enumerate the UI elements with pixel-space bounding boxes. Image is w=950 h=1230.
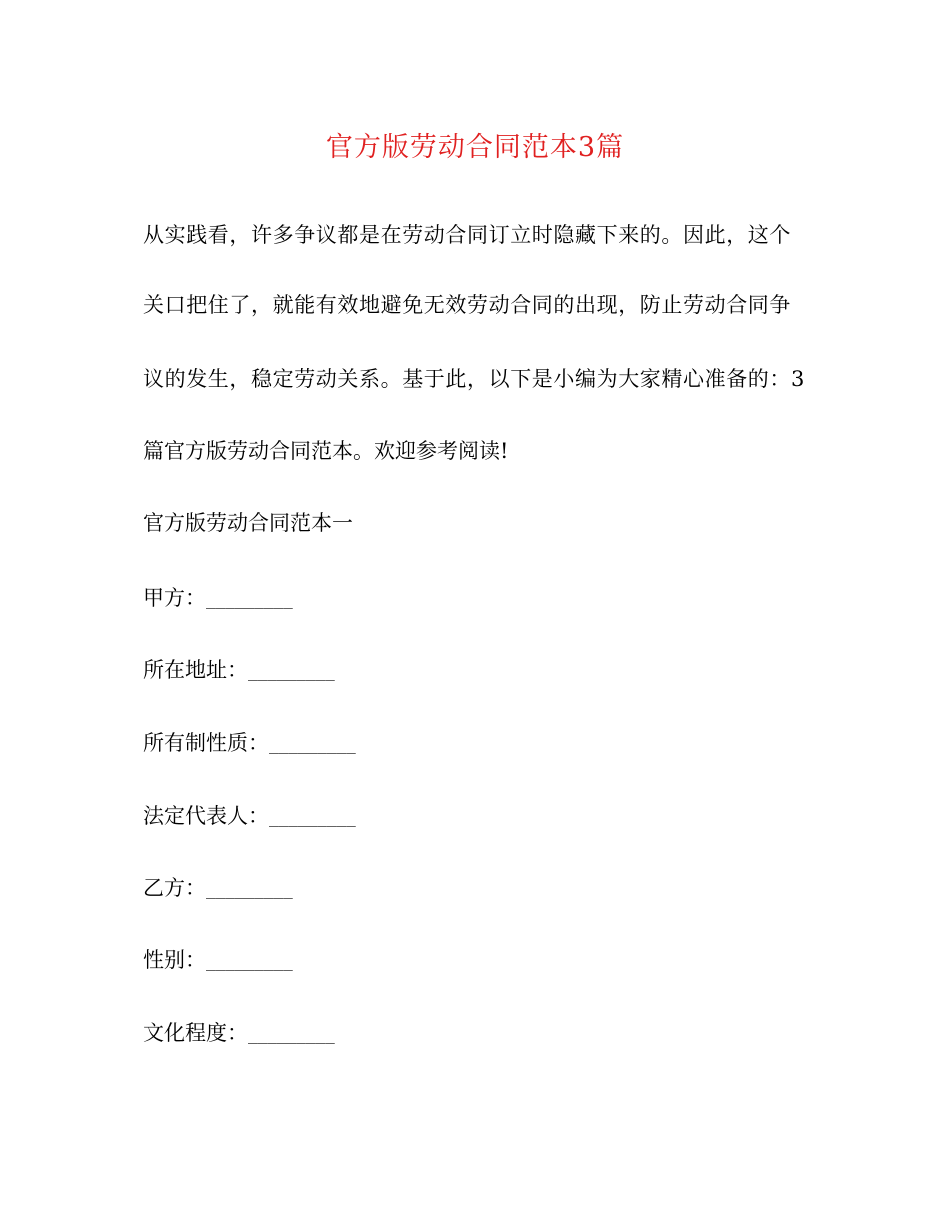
intro-line-1: 从实践看，许多争议都是在劳动合同订立时隐藏下来的。因此，这个 xyxy=(143,223,791,247)
field-blank: _________ xyxy=(248,662,335,681)
field-blank: _________ xyxy=(206,880,293,899)
field-label: 甲方： xyxy=(143,586,206,610)
intro-line-3: 议的发生，稳定劳动关系。基于此，以下是小编为大家精心准备的：3 xyxy=(143,367,805,391)
field-label: 法定代表人： xyxy=(143,804,269,828)
field-address xyxy=(143,655,335,687)
field-blank: _________ xyxy=(206,952,293,971)
document-title: 官方版劳动合同范本3篇 xyxy=(325,132,625,163)
field-party-b xyxy=(143,873,293,905)
field-blank: _________ xyxy=(206,590,293,609)
field-label: 所有制性质： xyxy=(143,731,269,755)
field-label: 所在地址： xyxy=(143,658,248,682)
field-label: 性别： xyxy=(143,948,206,972)
field-label: 乙方： xyxy=(143,876,206,900)
field-education xyxy=(143,1018,335,1050)
field-label: 文化程度： xyxy=(143,1021,248,1045)
field-blank: _________ xyxy=(269,735,356,754)
field-party-a xyxy=(143,583,293,615)
field-legal-representative xyxy=(143,801,356,833)
field-ownership xyxy=(143,728,356,760)
field-blank: _________ xyxy=(248,1025,335,1044)
section-title: 官方版劳动合同范本一 xyxy=(143,511,353,535)
intro-line-2: 关口把住了，就能有效地避免无效劳动合同的出现，防止劳动合同争 xyxy=(143,293,791,317)
field-gender xyxy=(143,945,293,977)
intro-line-4: 篇官方版劳动合同范本。欢迎参考阅读! xyxy=(143,439,509,463)
field-blank: _________ xyxy=(269,808,356,827)
